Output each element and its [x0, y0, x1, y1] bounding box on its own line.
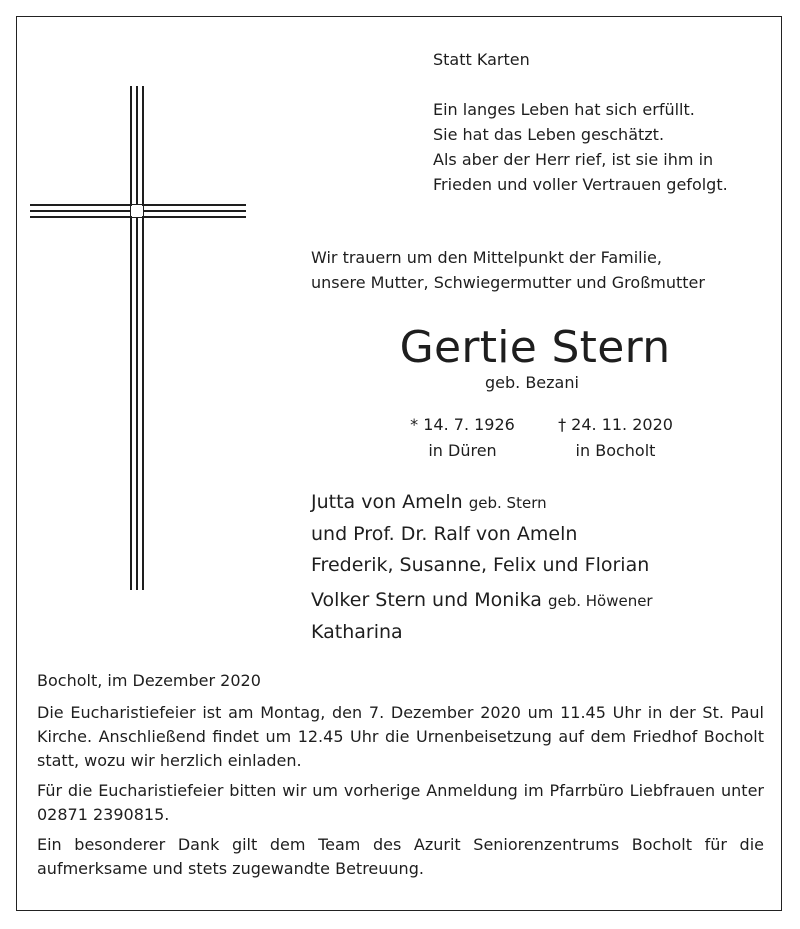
poem-line: Sie hat das Leben geschätzt. — [433, 125, 665, 144]
death-info — [548, 413, 683, 463]
family-maiden-name: geb. Stern — [468, 494, 547, 512]
family-maiden-name: geb. Höwener — [547, 592, 653, 610]
mourning-line: Wir trauern um den Mittelpunkt der Familie, — [311, 248, 662, 267]
place-date: Bocholt, im Dezember 2020 — [37, 671, 261, 690]
death-date: 24. 11. 2020 — [571, 415, 673, 434]
family-line — [311, 487, 653, 519]
service-paragraph: Die Eucharistiefeier ist am Montag, den 7. Dezember 2020 um 11.45 Uhr in der St. Paul Kirche. Anschließend findet um 12.45 Uhr die Urnenbeisetzung auf dem Friedhof Bocholt statt, wozu wir herzlich einladen. — [37, 703, 764, 770]
family-line: Frederik, Susanne, Felix und Florian — [311, 554, 650, 576]
poem-line: Frieden und voller Vertrauen gefolgt. — [433, 175, 728, 194]
death-place: in Bocholt — [575, 441, 656, 460]
birth-line — [390, 413, 535, 437]
poem-line: Als aber der Herr rief, ist sie ihm in — [433, 150, 714, 169]
birth-info — [390, 413, 535, 463]
birth-date: 14. 7. 1926 — [423, 415, 515, 434]
registration-paragraph: Für die Eucharistiefeier bitten wir um vorherige Anmeldung im Pfarrbüro Liebfrauen unter 02871 2390815. — [37, 781, 764, 824]
deceased-maiden-name: geb. Bezani — [485, 373, 579, 392]
deceased-name: Gertie Stern — [399, 322, 671, 373]
family-signatures — [311, 487, 653, 648]
family-name: Jutta von Ameln — [311, 491, 463, 513]
birth-symbol: * — [410, 415, 419, 434]
notice-details — [37, 669, 764, 887]
poem — [433, 97, 728, 197]
mourning-line: unsere Mutter, Schwiegermutter und Großmutter — [311, 273, 705, 292]
poem-line: Ein langes Leben hat sich erfüllt. — [433, 100, 695, 119]
family-name: Volker Stern und Monika — [311, 589, 542, 611]
mourning-statement — [311, 245, 705, 295]
thanks-paragraph: Ein besonderer Dank gilt dem Team des Azurit Seniorenzentrums Bocholt für die aufmerksame und stets zugewandte Betreuung. — [37, 835, 764, 878]
birth-place: in Düren — [428, 441, 497, 460]
cross-icon — [30, 86, 246, 590]
motto: Statt Karten — [433, 50, 530, 69]
family-line: und Prof. Dr. Ralf von Ameln — [311, 523, 578, 545]
family-line: Katharina — [311, 621, 403, 643]
death-symbol: † — [558, 415, 567, 434]
family-line — [311, 585, 653, 617]
death-line — [548, 413, 683, 437]
